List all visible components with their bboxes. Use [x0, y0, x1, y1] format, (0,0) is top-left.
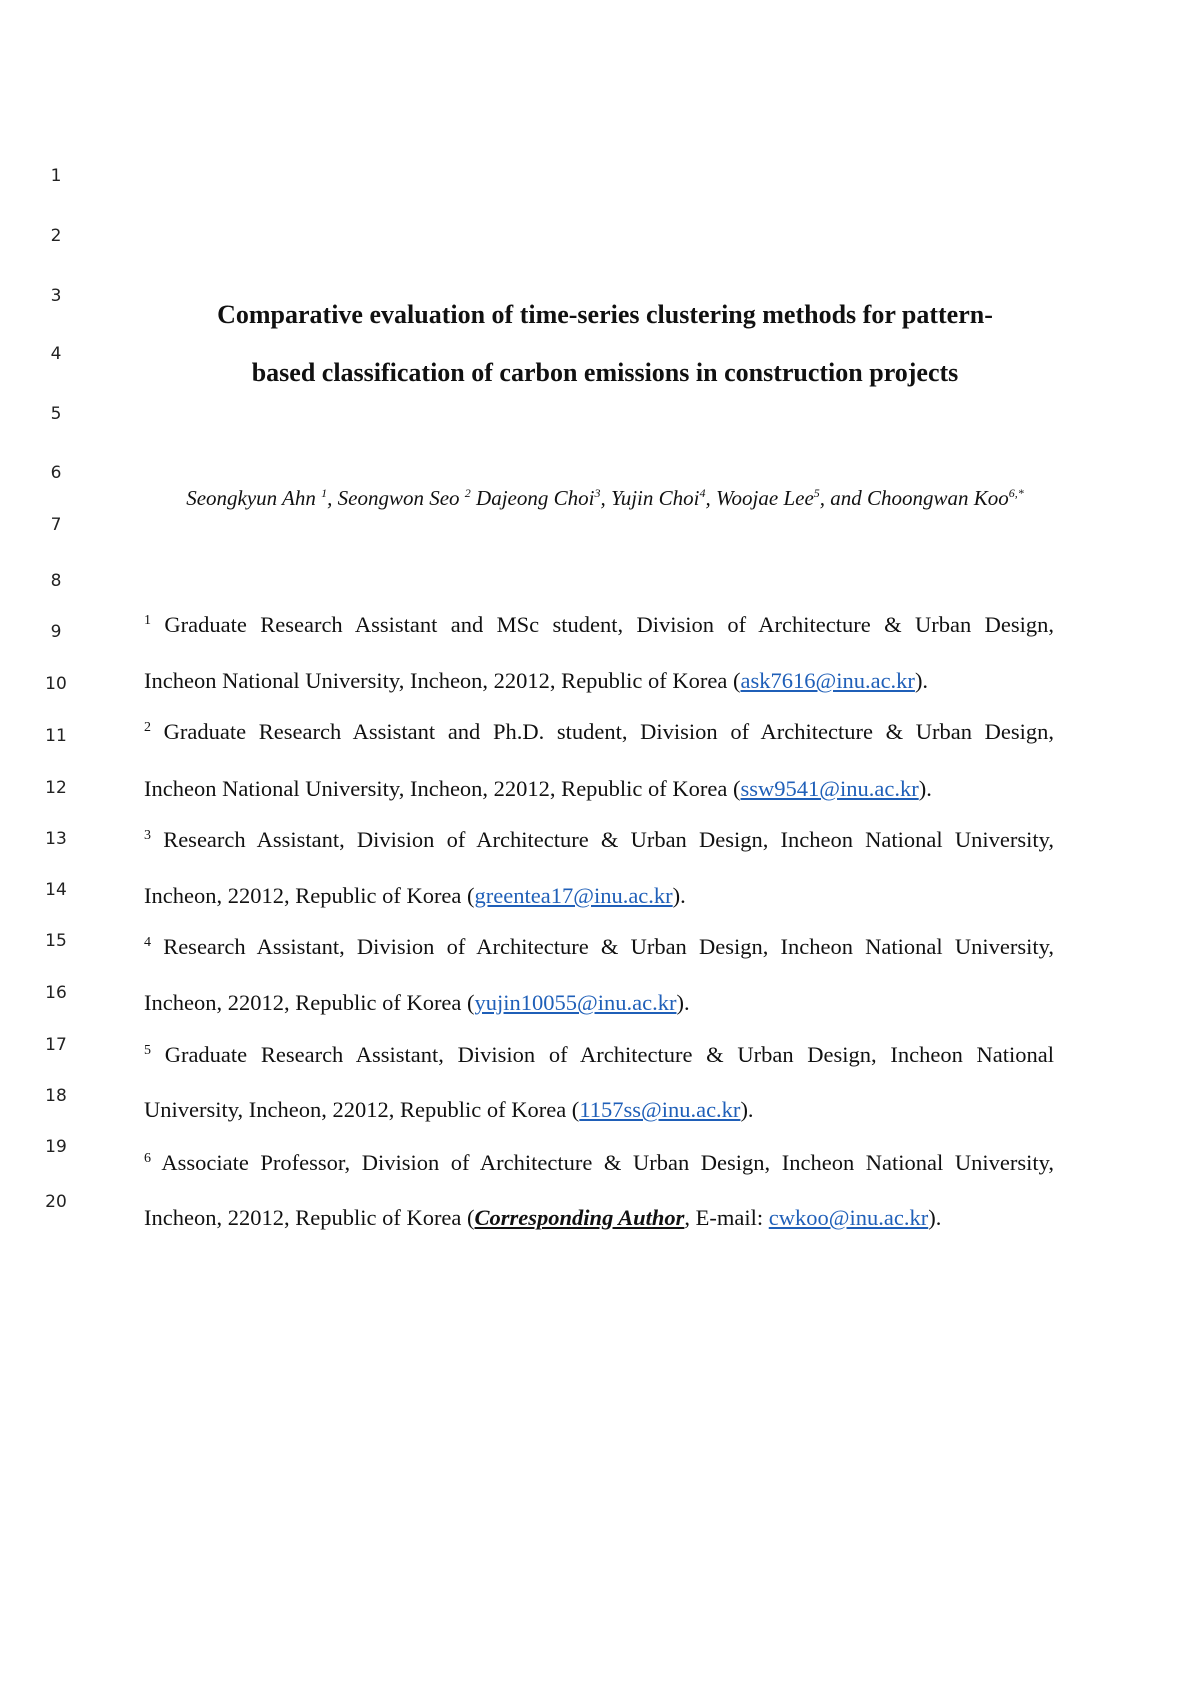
line-number: 10 — [45, 674, 67, 694]
author-name: Woojae Lee — [715, 486, 814, 510]
line-number: 17 — [45, 1035, 67, 1055]
author-affiliation-mark: 5 — [813, 486, 820, 500]
author-name: Seongkyun Ahn — [186, 486, 322, 510]
author-affiliation-mark: 1 — [321, 486, 328, 500]
affiliation-number: 1 — [144, 613, 151, 628]
affiliation-1-line-1: $^1$ Graduate Research Assistant and MSc student, Division of Architecture & Urban Design, — [144, 612, 1054, 637]
affiliation-5-line-1: $^5$ Graduate Research Assistant, Division of Architecture & Urban Design, Incheon National — [144, 1042, 1054, 1067]
affiliation-6-line-1: $^6$ Associate Professor, Division of Architecture & Urban Design, Incheon National University, — [144, 1150, 1054, 1175]
paper-title-line-2: based classification of carbon emissions in construction projects — [251, 358, 959, 387]
affiliation-number: 4 — [144, 935, 151, 950]
affiliation-number: 6 — [144, 1151, 151, 1166]
affiliation-3-line-1: $^3$ Research Assistant, Division of Architecture & Urban Design, Incheon National University, — [144, 827, 1054, 852]
affiliation-5-line-2: University, Incheon, 22012, Republic of Korea (1157ss@inu.ac.kr). — [144, 1097, 754, 1122]
author-separator: , — [705, 486, 716, 510]
email-link[interactable]: yujin10055@inu.ac.kr — [474, 990, 677, 1015]
affiliation-number: 3 — [144, 828, 151, 843]
affiliation-1-line-2: Incheon National University, Incheon, 22012, Republic of Korea (ask7616@inu.ac.kr). — [144, 668, 929, 693]
line-number: 8 — [50, 571, 62, 591]
line-number: 4 — [50, 344, 62, 364]
line-number: 12 — [45, 778, 67, 798]
line-number: 11 — [45, 726, 67, 746]
affiliation-4-line-2: Incheon, 22012, Republic of Korea (yujin10055@inu.ac.kr). — [144, 990, 690, 1015]
line-number: 2 — [50, 226, 62, 246]
line-number: 15 — [45, 931, 67, 951]
author-separator: , — [600, 486, 611, 510]
affiliation-4-line-1: $^4$ Research Assistant, Division of Architecture & Urban Design, Incheon National University, — [144, 934, 1054, 959]
author-separator: , and — [819, 486, 868, 510]
affiliation-6-line-2: Incheon, 22012, Republic of Korea (Corresponding Author, E-mail: cwkoo@inu.ac.kr). — [144, 1205, 942, 1230]
email-link[interactable]: ask7616@inu.ac.kr — [740, 668, 915, 693]
line-number: 9 — [50, 622, 62, 642]
author-affiliation-mark: 3 — [594, 486, 601, 500]
affiliation-number: 2 — [144, 720, 151, 735]
author-list — [120, 486, 1090, 511]
email-link[interactable]: cwkoo@inu.ac.kr — [768, 1205, 929, 1230]
email-link[interactable]: greentea17@inu.ac.kr — [474, 883, 673, 908]
line-number: 14 — [45, 880, 67, 900]
line-number: 5 — [50, 404, 62, 424]
paper-title-line-1: Comparative evaluation of time-series clustering methods for pattern- — [217, 300, 993, 329]
author-name: Dajeong Choi — [476, 486, 595, 510]
author-separator: , — [327, 486, 338, 510]
email-link[interactable]: ssw9541@inu.ac.kr — [740, 776, 919, 801]
line-number: 16 — [45, 983, 67, 1003]
author-affiliation-mark: 4 — [699, 486, 706, 500]
corresponding-author-label: Corresponding Author — [474, 1205, 685, 1230]
affiliation-3-line-2: Incheon, 22012, Republic of Korea (greentea17@inu.ac.kr). — [144, 883, 686, 908]
line-number: 7 — [50, 515, 62, 535]
line-number: 20 — [45, 1192, 67, 1212]
line-number: 1 — [50, 166, 62, 186]
author-name: Yujin Choi — [610, 486, 700, 510]
author-affiliation-mark: 2 — [464, 486, 471, 500]
email-link[interactable]: 1157ss@inu.ac.kr — [579, 1097, 741, 1122]
line-number: 18 — [45, 1086, 67, 1106]
author-affiliation-mark: 6,* — [1008, 486, 1024, 500]
affiliation-2-line-2: Incheon National University, Incheon, 22012, Republic of Korea (ssw9541@inu.ac.kr). — [144, 776, 932, 801]
line-number: 6 — [50, 463, 62, 483]
line-number: 13 — [45, 829, 67, 849]
line-number: 3 — [50, 286, 62, 306]
affiliation-number: 5 — [144, 1043, 151, 1058]
author-name: Choongwan Koo — [867, 486, 1009, 510]
affiliation-2-line-1: $^2$ Graduate Research Assistant and Ph.D. student, Division of Architecture & Urban Design, — [144, 719, 1054, 744]
line-number: 19 — [45, 1137, 67, 1157]
author-name: Seongwon Seo — [337, 486, 465, 510]
